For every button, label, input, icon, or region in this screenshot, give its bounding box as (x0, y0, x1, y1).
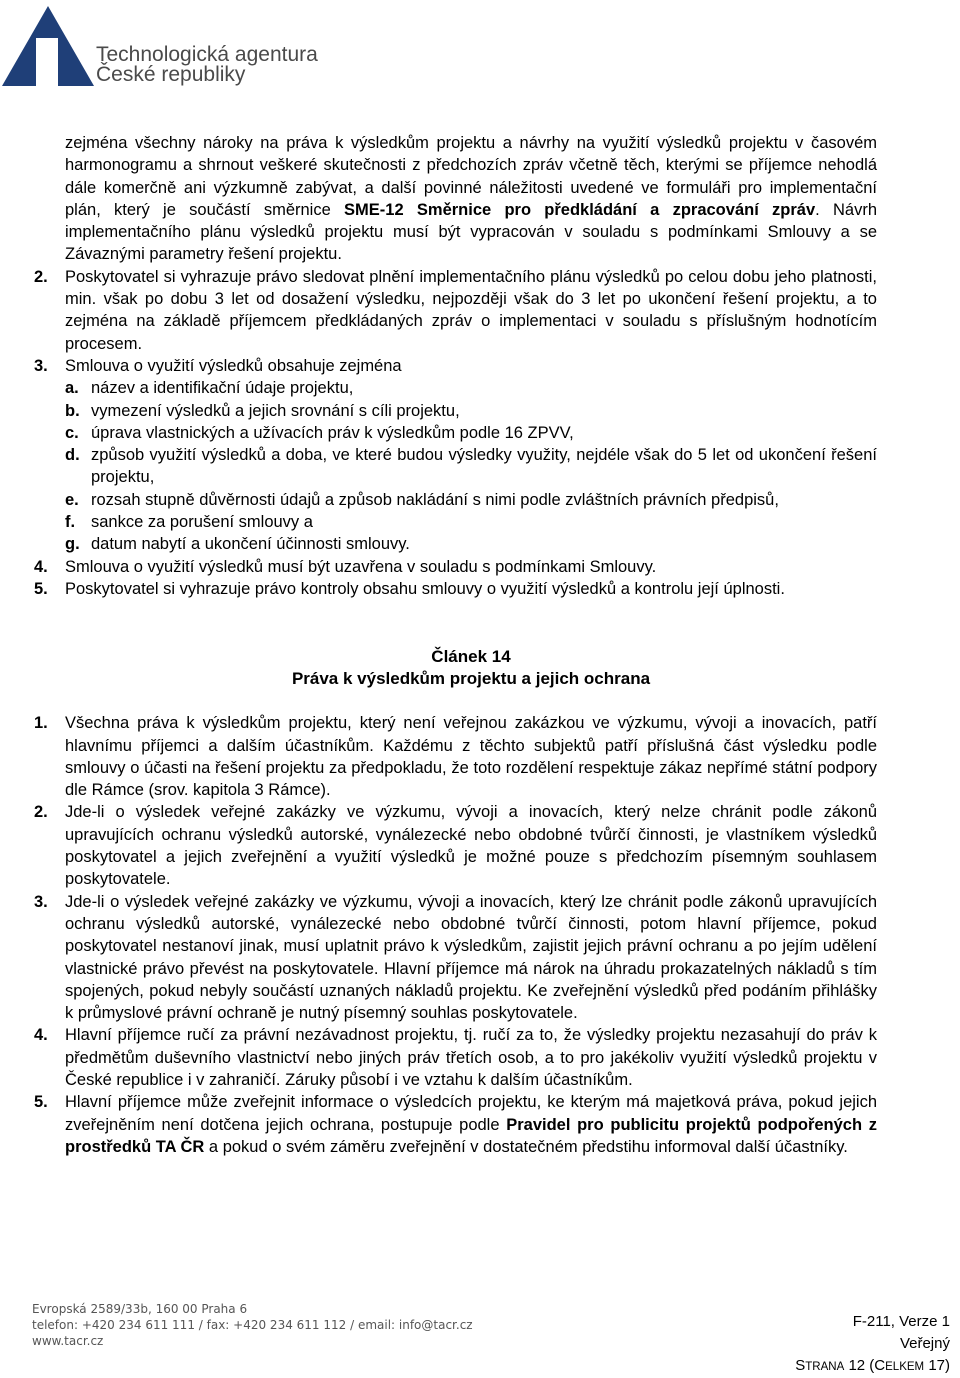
document-body (34, 132, 877, 1158)
sub-list-item: e. rozsah stupně důvěrnosti údajů a způsob nakládání s nimi podle zvláštních právních předpisů, (65, 490, 779, 509)
article-item: 3. Jde-li o výsledek veřejné zakázky ve výzkumu, vývoji a inovacích, který lze chránit podle zákonů upravujících ochranu výsledků autorské, vynálezecké nebo obdobné tvůrčí činnosti, potom hlavní příjemce, pokud poskytovatel nestanoví jinak, musí uplatnit právo k výsledkům, zajistit jejich právní ochranu a po jejím udělení vlastnické právo převést na poskytovatele. Hlavní příjemce má nárok na úhradu prokazatelných nákladů s tím spojených, pokud nebyly součástí uznaných nákladů projektu. Ke zveřejnění výsledků před podáním přihlášky k průmyslové právní ochraně je nutný písemný souhlas poskytovatele. (34, 892, 877, 1023)
directive-reference: SME-12 Směrnice pro předkládání a zpracování zpráv (344, 200, 816, 219)
list-item: 4. Smlouva o využití výsledků musí být uzavřena v souladu s podmínkami Smlouvy. (34, 557, 657, 576)
footer-meta (795, 1311, 950, 1378)
list-item: 5. Poskytovatel si vyhrazuje právo kontroly obsahu smlouvy o využití výsledků a kontrolu její úplnosti. (34, 579, 785, 598)
list-item: 3. Smlouva o využití výsledků obsahuje zejména (34, 356, 402, 375)
footer-contact: telefon: +420 234 611 111 / fax: +420 234 611 112 / email: info@tacr.cz (32, 1318, 473, 1332)
sub-list-item: c. úprava vlastnických a užívacích práv k výsledkům podle 16 ZPVV, (65, 423, 574, 442)
article-item: 4. Hlavní příjemce ručí za právní nezávadnost projektu, tj. ručí za to, že výsledky projektu nezasahují do práv k předmětům duševního vlastnictví nebo jiných práv třetích osob, a to pro jakékoliv využití výsledků projektu v České republice i v zahraničí. Záruky působí i ve vztahu k dalším účastníkům. (34, 1026, 877, 1089)
article-item: 2. Jde-li o výsledek veřejné zakázky ve výzkumu, vývoji a inovacích, který nelze chránit podle zákonů upravujících ochranu výsledků autorské, vynálezecké nebo obdobné tvůrčí činnosti, je vlastníkem výsledků poskytovatel a jejich zveřejnění a využití výsledků je možné pouze s předchozím písemným souhlasem poskytovatele. (34, 803, 877, 889)
sub-list-item: b. vymezení výsledků a jejich srovnání s cíli projektu, (65, 401, 460, 420)
classification-label: Veřejný (899, 1335, 950, 1352)
footer-web-link[interactable]: www.tacr.cz (32, 1334, 104, 1348)
list-item: 2. Poskytovatel si vyhrazuje právo sledovat plnění implementačního plánu výsledků po celou dobu jeho platnosti, min. však po dobu 3 let od dosažení výsledku, nejpozději však do 3 let po ukončení řešení projektu, a to zejména na základě příjemcem předkládaných zpráv o implementaci v souladu s příslušným hodnotícím procesem. (34, 267, 877, 353)
footer-address: Evropská 2589/33b, 160 00 Praha 6 (32, 1302, 248, 1316)
form-version: F-211, Verze 1 (852, 1313, 950, 1330)
logo-triangle-icon (2, 6, 94, 86)
logo-name-line1: Technologická agentura (96, 43, 318, 66)
article-item: 1. Všechna práva k výsledkům projektu, který není veřejnou zakázkou ve výzkumu, vývoji a inovacích, patří hlavnímu příjemci a dalším účastníkům. Každému z těchto subjektů patří příslušná část výsledku podle smlouvy o účasti na řešení projektu za předpokladu, že toto rozdělení respektuje zákaz nepřímé státní podpory dle Rámce (srov. kapitola 3 Rámce). (34, 714, 877, 800)
article-title: Článek 14 (431, 647, 511, 667)
sub-list-item: g. datum nabytí a ukončení účinnosti smlouvy. (65, 535, 410, 554)
footer-address-block (32, 1301, 473, 1349)
intro-paragraph: zejména všechny nároky na práva k výsledkům projektu a návrhy na využití výsledků projektu v časovém harmonogramu a shrnout veškeré skutečnosti z předchozích zpráv včetně těch, kterými se příjemce nehodlá dále komerčně ani výzkumně zabývat, a další povinné náležitosti uvedené ve formuláři pro implementační plán, který je součástí směrnice SME-12 Směrnice pro předkládání a zpracování zpráv. Návrh implementačního plánu výsledků projektu musí být vypracován v souladu s podmínkami Smlouvy a se Závaznými parametry řešení projektu. (65, 134, 877, 264)
sub-list-item: d. způsob využití výsledků a doba, ve které budou výsledky využity, nejdéle však do 5 let od ukončení řešení projektu, (65, 446, 877, 487)
logo (0, 0, 320, 90)
article-subtitle: Práva k výsledkům projektu a jejich ochrana (291, 669, 651, 689)
publicity-rules-reference: Pravidel pro publicitu projektů podpořených z prostředků TA ČR (65, 1115, 877, 1156)
sub-list-item: a. název a identifikační údaje projektu, (65, 379, 354, 398)
sub-list-item: f. sankce za porušení smlouvy a (65, 513, 313, 532)
logo-name-line2: České republiky (96, 63, 246, 86)
page-number: STRANA 12 (CELKEM 17) (795, 1357, 950, 1374)
article-item: 5. Hlavní příjemce může zveřejnit informace o výsledcích projektu, ke kterým má majetková práva, pokud jejich zveřejněním není dotčena jejich ochrana, postupuje podle Pravidel pro publicitu projektů podpořených z prostředků TA ČR a pokud o svém záměru zveřejnění v dostatečném předstihu informoval další účastníky. (34, 1093, 877, 1156)
